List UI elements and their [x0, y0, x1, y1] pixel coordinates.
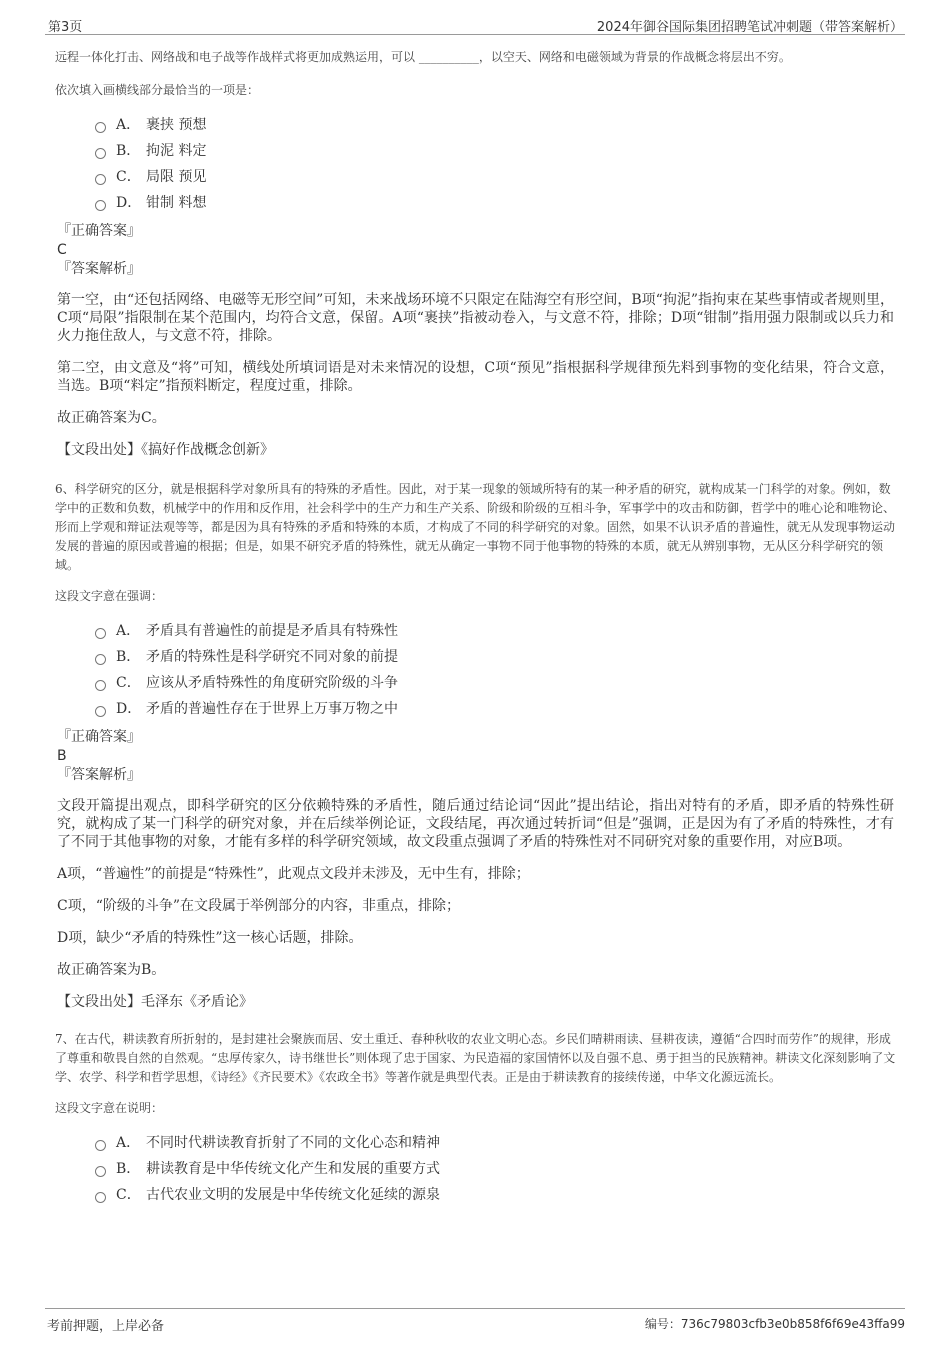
document-title: 2024年御谷国际集团招聘笔试冲刺题（带答案解析）: [596, 20, 903, 35]
options-list: [95, 618, 900, 722]
option-a[interactable]: A． 矛盾具有普遍性的前提是矛盾具有特殊性: [95, 618, 900, 644]
radio-icon[interactable]: [95, 1166, 106, 1177]
question-prompt: 依次填入画横线部分最恰当的一项是：: [55, 83, 260, 97]
question-stem: 6、科学研究的区分，就是根据科学对象所具有的特殊的矛盾性。因此，对于某一现象的领域所特有的某一种矛盾的研究，就构成某一门科学的对象。例如，数学中的正数和负数，机械学中的作用和反作用，社会科学中的生产力和生产关系、阶级和阶级的互相斗争，军事学中的攻击和防御，哲学中的唯心论和唯物论、形而上学观和辩证法观等等，都是因为具有特殊的矛盾和特殊的本质，才构成了不同的科学研究的对象。固然，如果不认识矛盾的普遍性，就无从发现事物运动发展的普遍的原因或普遍的根据；但是，如果不研究矛盾的特殊性，就无从确定一事物不同于他事物的特殊的本质，就无从辨别事物，无从区分科学研究的领域。: [55, 482, 896, 572]
option-c[interactable]: C． 古代农业文明的发展是中华传统文化延续的源泉: [95, 1182, 900, 1208]
correct-answer: C: [57, 242, 67, 258]
radio-icon[interactable]: [95, 654, 106, 665]
analysis-paragraph: D项，缺少“矛盾的特殊性”这一核心话题，排除。: [57, 930, 363, 946]
passage-source: 【文段出处】《搞好作战概念创新》: [57, 442, 274, 458]
options-list: [95, 1130, 900, 1208]
radio-icon[interactable]: [95, 628, 106, 639]
footer-slogan: 考前押题，上岸必备: [47, 1319, 165, 1334]
page-content: [55, 48, 900, 1208]
radio-icon[interactable]: [95, 706, 106, 717]
radio-icon[interactable]: [95, 1192, 106, 1203]
option-a[interactable]: A． 裹挟 预想: [95, 112, 900, 138]
analysis-paragraph: C项，“阶级的斗争”在文段属于举例部分的内容，非重点，排除；: [57, 898, 461, 914]
page-header: [45, 14, 905, 35]
options-list: [95, 112, 900, 216]
analysis-conclusion: 故正确答案为C。: [57, 410, 166, 426]
option-b[interactable]: B． 矛盾的特殊性是科学研究不同对象的前提: [95, 644, 900, 670]
question-stem: 7、在古代，耕读教育所折射的，是封建社会聚族而居、安土重迁、春种秋收的农业文明心态。乡民们晴耕雨读、昼耕夜读，遵循“合四时而劳作”的规律，形成了尊重和敬畏自然的自然观。“忠厚传家久，诗书继世长”则体现了忠于国家、为民造福的家国情怀以及自强不息、勇于担当的民族精神。耕读文化深刻影响了文学、农学、科学和哲学思想，《诗经》《齐民要术》《农政全书》等著作就是典型代表。正是由于耕读教育的接续传递，中华文化源远流长。: [55, 1032, 896, 1084]
option-d[interactable]: D． 矛盾的普遍性存在于世界上万事万物之中: [95, 696, 900, 722]
radio-icon[interactable]: [95, 680, 106, 691]
document-code: 编号：736c79803cfb3e0b858f6f69e43ffa99: [644, 1317, 905, 1331]
analysis-paragraph: 第二空，由文意及“将”可知，横线处所填词语是对未来情况的设想，C项“预见”指根据科学规律预先料到事物的变化结果，符合文意，当选。B项“料定”指预料断定，程度过重，排除。: [57, 360, 894, 394]
analysis-label: 『答案解析』: [57, 261, 141, 277]
option-c[interactable]: C． 应该从矛盾特殊性的角度研究阶级的斗争: [95, 670, 900, 696]
page-footer: [45, 1308, 905, 1335]
analysis-paragraph: 文段开篇提出观点，即科学研究的区分依赖特殊的矛盾性，随后通过结论词“因此”提出结论，指出对特有的矛盾，即矛盾的特殊性研究，就构成了某一门科学的研究对象，并在后续举例论证，文段结尾，再次通过转折词“但是”强调，正是因为有了矛盾的特殊性，才有了不同于其他事物的对象，才能有多样的科学研究领域，故文段重点强调了矛盾的特殊性对不同研究对象的重要作用，对应B项。: [57, 798, 894, 850]
answer-label: 『正确答案』: [57, 729, 141, 745]
radio-icon[interactable]: [95, 200, 106, 211]
analysis-paragraph: A项，“普遍性”的前提是“特殊性”，此观点文段并未涉及，无中生有，排除；: [57, 866, 530, 882]
question-5: [55, 48, 900, 460]
passage-source: 【文段出处】毛泽东《矛盾论》: [57, 994, 253, 1010]
answer-label: 『正确答案』: [57, 223, 141, 239]
analysis-label: 『答案解析』: [57, 767, 141, 783]
radio-icon[interactable]: [95, 1140, 106, 1151]
question-prompt: 这段文字意在说明：: [55, 1101, 164, 1115]
option-b[interactable]: B． 耕读教育是中华传统文化产生和发展的重要方式: [95, 1156, 900, 1182]
option-a[interactable]: A． 不同时代耕读教育折射了不同的文化心态和精神: [95, 1130, 900, 1156]
option-c[interactable]: C． 局限 预见: [95, 164, 900, 190]
question-7: [55, 1030, 900, 1208]
correct-answer: B: [57, 748, 67, 764]
radio-icon[interactable]: [95, 122, 106, 133]
question-stem: 远程一体化打击、网络战和电子战等作战样式将更加成熟运用，可以 __________，以空天、网络和电磁领域为背景的作战概念将层出不穷。: [55, 50, 791, 64]
analysis-conclusion: 故正确答案为B。: [57, 962, 166, 978]
page-number: 第3页: [48, 20, 83, 35]
option-d[interactable]: D． 钳制 料想: [95, 190, 900, 216]
question-6: [55, 480, 900, 1012]
analysis-paragraph: 第一空，由“还包括网络、电磁等无形空间”可知，未来战场环境不只限定在陆海空有形空间，B项“拘泥”指拘束在某些事情或者规则里，C项“局限”指限制在某个范围内，均符合文意，保留。A项“裹挟”指被动卷入，与文意不符，排除；D项“钳制”指用强力限制或以兵力和火力拖住敌人，与文意不符，排除。: [57, 292, 894, 344]
radio-icon[interactable]: [95, 174, 106, 185]
option-b[interactable]: B． 拘泥 料定: [95, 138, 900, 164]
question-prompt: 这段文字意在强调：: [55, 589, 164, 603]
radio-icon[interactable]: [95, 148, 106, 159]
